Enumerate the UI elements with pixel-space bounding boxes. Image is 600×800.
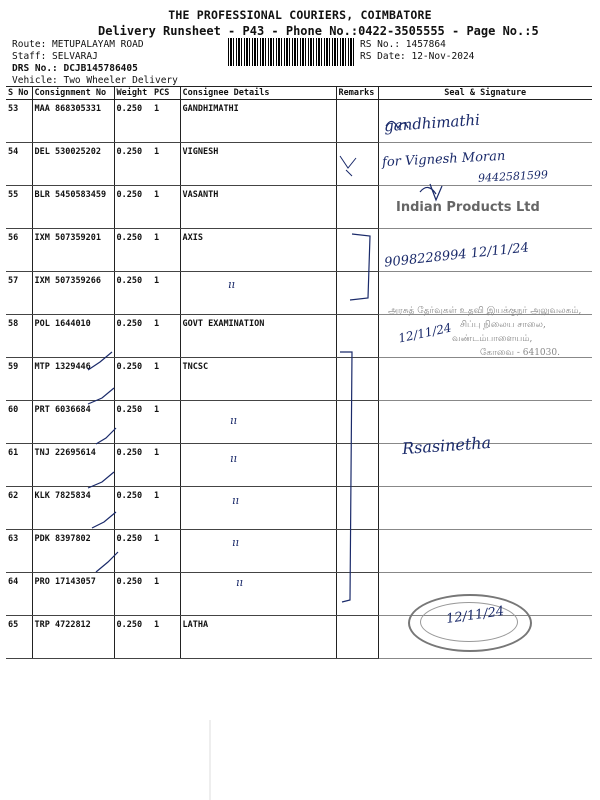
cell-sno: 65	[6, 616, 32, 659]
signature-vignesh-phone: 9442581599	[477, 168, 549, 185]
check-mark	[88, 352, 112, 370]
cell-consignee: VASANTH	[180, 186, 336, 229]
staff-label: Staff: SELVARAJ	[12, 51, 98, 62]
cell-pcs: 1	[152, 143, 180, 186]
cell-weight: 0.250	[114, 530, 152, 573]
rs-number: RS No.: 1457864	[360, 39, 446, 50]
signature-tncsc: Rsasinetha	[401, 432, 492, 459]
cell-consignment: TRP 4722812	[32, 616, 114, 659]
remark-mark	[340, 156, 356, 176]
signature-govt-date: 12/11/24	[397, 320, 453, 346]
cell-pcs: 1	[152, 616, 180, 659]
header-sno: S No	[6, 87, 32, 100]
cell-sno: 63	[6, 530, 32, 573]
govt-office-stamp-line3: வண்டம்பாளையம்,	[452, 334, 533, 344]
bracket-tncsc	[340, 352, 352, 602]
cell-consignment: KLK 7825834	[32, 487, 114, 530]
cell-weight: 0.250	[114, 315, 152, 358]
bracket-axis	[350, 234, 370, 300]
header-seal: Seal & Signature	[378, 87, 592, 100]
cell-weight: 0.250	[114, 616, 152, 659]
cell-sno: 60	[6, 401, 32, 444]
cell-consignment: MAA 868305331	[32, 100, 114, 143]
cell-weight: 0.250	[114, 444, 152, 487]
cell-weight: 0.250	[114, 229, 152, 272]
cell-consignment: PRO 17143057	[32, 573, 114, 616]
ditto-mark: ıı	[232, 494, 240, 507]
cell-consignee: LATHA	[180, 616, 336, 659]
check-mark	[96, 428, 116, 444]
signature-stroke	[420, 184, 442, 200]
header-remarks: Remarks	[336, 87, 378, 100]
cell-sno: 55	[6, 186, 32, 229]
header-consignee: Consignee Details	[180, 87, 336, 100]
govt-office-stamp-line2: சிப்பு நிலைய சாலை,	[460, 320, 546, 330]
cell-pcs: 1	[152, 487, 180, 530]
signature-latha: 12/11/24	[445, 604, 506, 627]
cell-consignee: GOVT EXAMINATION	[180, 315, 336, 358]
cell-sno: 61	[6, 444, 32, 487]
vehicle-label: Vehicle: Two Wheeler Delivery	[12, 75, 178, 86]
signature-gandhimathi: gandhimathi	[383, 110, 481, 136]
signature-vignesh: for Vignesh Moran	[381, 148, 506, 171]
cell-consignment: MTP 1329446	[32, 358, 114, 401]
signature-axis: 9098228994 12/11/24	[383, 240, 530, 271]
cell-sno: 58	[6, 315, 32, 358]
cell-sno: 54	[6, 143, 32, 186]
ditto-mark: ıı	[230, 452, 238, 465]
govt-office-stamp: அரசுத் தேர்வுகள் உதவி இயக்குநர் அலுவலகம்,	[388, 306, 582, 316]
ditto-mark: ıı	[232, 536, 240, 549]
header-pcs: PCS	[152, 87, 180, 100]
cell-consignment: TNJ 22695614	[32, 444, 114, 487]
cell-pcs: 1	[152, 229, 180, 272]
cell-consignment: IXM 507359266	[32, 272, 114, 315]
check-mark	[88, 472, 114, 488]
header-consignment: Consignment No	[32, 87, 114, 100]
cell-weight: 0.250	[114, 272, 152, 315]
cell-pcs: 1	[152, 272, 180, 315]
cell-pcs: 1	[152, 358, 180, 401]
check-mark	[96, 552, 118, 572]
cell-weight: 0.250	[114, 100, 152, 143]
cell-weight: 0.250	[114, 487, 152, 530]
cell-sno: 53	[6, 100, 32, 143]
cell-sno: 62	[6, 487, 32, 530]
ditto-mark: ıı	[230, 414, 238, 427]
cell-pcs: 1	[152, 401, 180, 444]
ditto-mark: ıı	[236, 576, 244, 589]
cell-weight: 0.250	[114, 358, 152, 401]
cell-consignment: IXM 507359201	[32, 229, 114, 272]
cell-consignment: BLR 5450583459	[32, 186, 114, 229]
header-weight: Weight	[114, 87, 152, 100]
check-mark	[88, 388, 114, 404]
office-round-stamp-inner	[420, 602, 518, 642]
cell-sno: 59	[6, 358, 32, 401]
cell-sno: 64	[6, 573, 32, 616]
check-mark	[92, 512, 116, 528]
signature-stroke	[386, 121, 408, 128]
cell-pcs: 1	[152, 100, 180, 143]
cell-weight: 0.250	[114, 186, 152, 229]
cell-pcs: 1	[152, 186, 180, 229]
cell-consignment: PDK 8397802	[32, 530, 114, 573]
cell-consignment: PRT 6036684	[32, 401, 114, 444]
cell-weight: 0.250	[114, 573, 152, 616]
cell-weight: 0.250	[114, 401, 152, 444]
cell-pcs: 1	[152, 444, 180, 487]
cell-consignee: TNCSC	[180, 358, 336, 401]
rs-date: RS Date: 12-Nov-2024	[360, 51, 475, 62]
company-title: THE PROFESSIONAL COURIERS, COIMBATORE	[168, 8, 432, 22]
runsheet-subtitle: Delivery Runsheet - P43 - Phone No.:0422-3505555 - Page No.:5	[98, 24, 539, 38]
govt-office-stamp-line4: கோவை - 641030.	[480, 348, 560, 358]
cell-pcs: 1	[152, 315, 180, 358]
cell-consignee: GANDHIMATHI	[180, 100, 336, 143]
cell-consignee: AXIS	[180, 229, 336, 272]
cell-consignee: VIGNESH	[180, 143, 336, 186]
cell-sno: 57	[6, 272, 32, 315]
cell-pcs: 1	[152, 573, 180, 616]
drs-number: DRS No.: DCJB145786405	[12, 63, 138, 74]
cell-weight: 0.250	[114, 143, 152, 186]
ditto-mark: ıı	[228, 278, 236, 291]
cell-sno: 56	[6, 229, 32, 272]
cell-consignment: POL 1644010	[32, 315, 114, 358]
indian-products-stamp: Indian Products Ltd	[396, 200, 540, 215]
route-label: Route: METUPALAYAM ROAD	[12, 39, 144, 50]
cell-pcs: 1	[152, 530, 180, 573]
cell-consignment: DEL 530025202	[32, 143, 114, 186]
